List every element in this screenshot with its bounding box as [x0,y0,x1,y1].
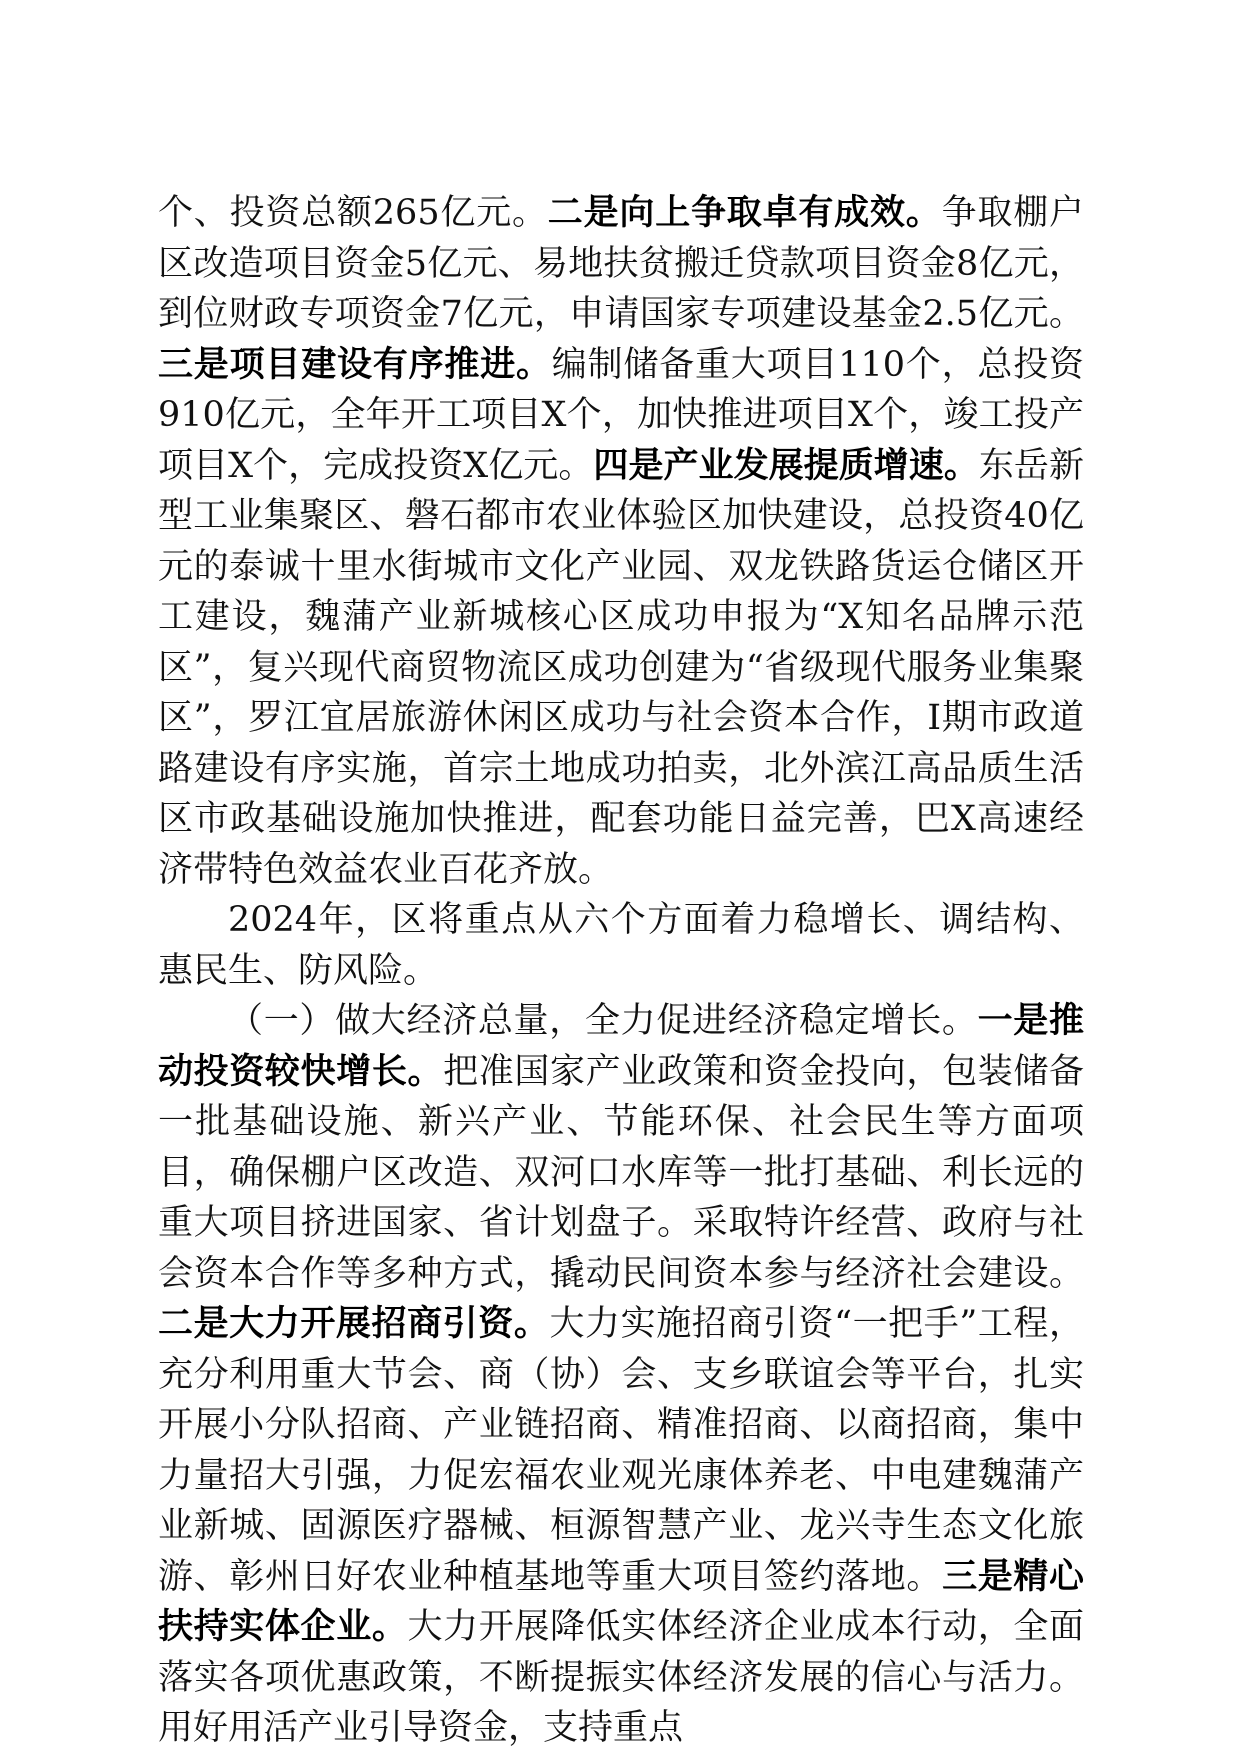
text-run: 个、投资总额265亿元。 [158,193,548,233]
text-run: 东岳新型工业集聚区、磐石都市农业体验区加快建设，总投资40亿元的泰诚十里水街城市文化产业园、双龙铁路货运仓储区开工建设，魏蒲产业新城核心区成功申报为“X知名品牌示范区”，复兴现代商贸物流区成功创建为“省级现代服务业集聚区”，罗江宜居旅游休闲区成功与社会资本合作，I期市政道路建设有序实施，首宗土地成功拍卖，北外滨江高品质生活区市政基础设施加快推进，配套功能日益完善，巴X高速经济带特色效益农业百花齐放。 [158,445,1084,890]
section-heading: （一）做大经济总量，全力促进经济稳定增长。 [228,1001,978,1041]
bold-heading-run: 二是大力开展招商引资。 [158,1303,550,1344]
text-run: 争取棚户区改造项目资金5亿元、易地扶贫搬迁贷款项目资金8亿元，到位财政专项资金7亿元，申请国家专项建设基金2.5亿元。 [158,193,1084,334]
bold-heading-run: 四是产业发展提质增速。 [593,444,979,486]
document-page [158,188,1084,1754]
bold-heading-run: 三是项目建设有序推进。 [158,343,552,385]
text-run: 2024年，区将重点从六个方面着力稳增长、调结构、惠民生、防风险。 [158,900,1084,991]
bold-heading-run: 一是推动投资较快增长。 [158,1000,1084,1092]
paragraph-2024-plan [158,895,1084,996]
text-run: 把准国家产业政策和资金投向，包装储备一批基础设施、新兴产业、节能环保、社会民生等方面项目，确保棚户区改造、双河口水库等一批打基础、利长远的重大项目挤进国家、省计划盘子。采取特许经营、政府与社会资本合作等多种方式，撬动民间资本参与经济社会建设。 [158,1051,1084,1294]
text-run: 大力开展降低实体经济企业成本行动，全面落实各项优惠政策，不断提振实体经济发展的信心与活力。用好用活产业引导资金，支持重点 [158,1607,1084,1748]
bold-heading-run: 三是精心扶持实体企业。 [158,1555,1084,1647]
text-run: 大力实施招商引资“一把手”工程，充分利用重大节会、商（协）会、支乡联谊会等平台，扎实开展小分队招商、产业链招商、精准招商、以商招商，集中力量招大引强，力促宏福农业观光康体养老、中电建魏蒲产业新城、固源医疗器械、桓源智慧产业、龙兴寺生态文化旅游、彰州日好农业种植基地等重大项目签约落地。 [158,1304,1084,1597]
text-run: 编制储备重大项目110个，总投资910亿元，全年开工项目X个，加快推进项目X个，竣工投产项目X个，完成投资X亿元。 [158,344,1084,486]
paragraph-section-one [158,996,1084,1754]
paragraph-achievements [158,188,1084,895]
bold-heading-run: 二是向上争取卓有成效。 [547,192,942,233]
